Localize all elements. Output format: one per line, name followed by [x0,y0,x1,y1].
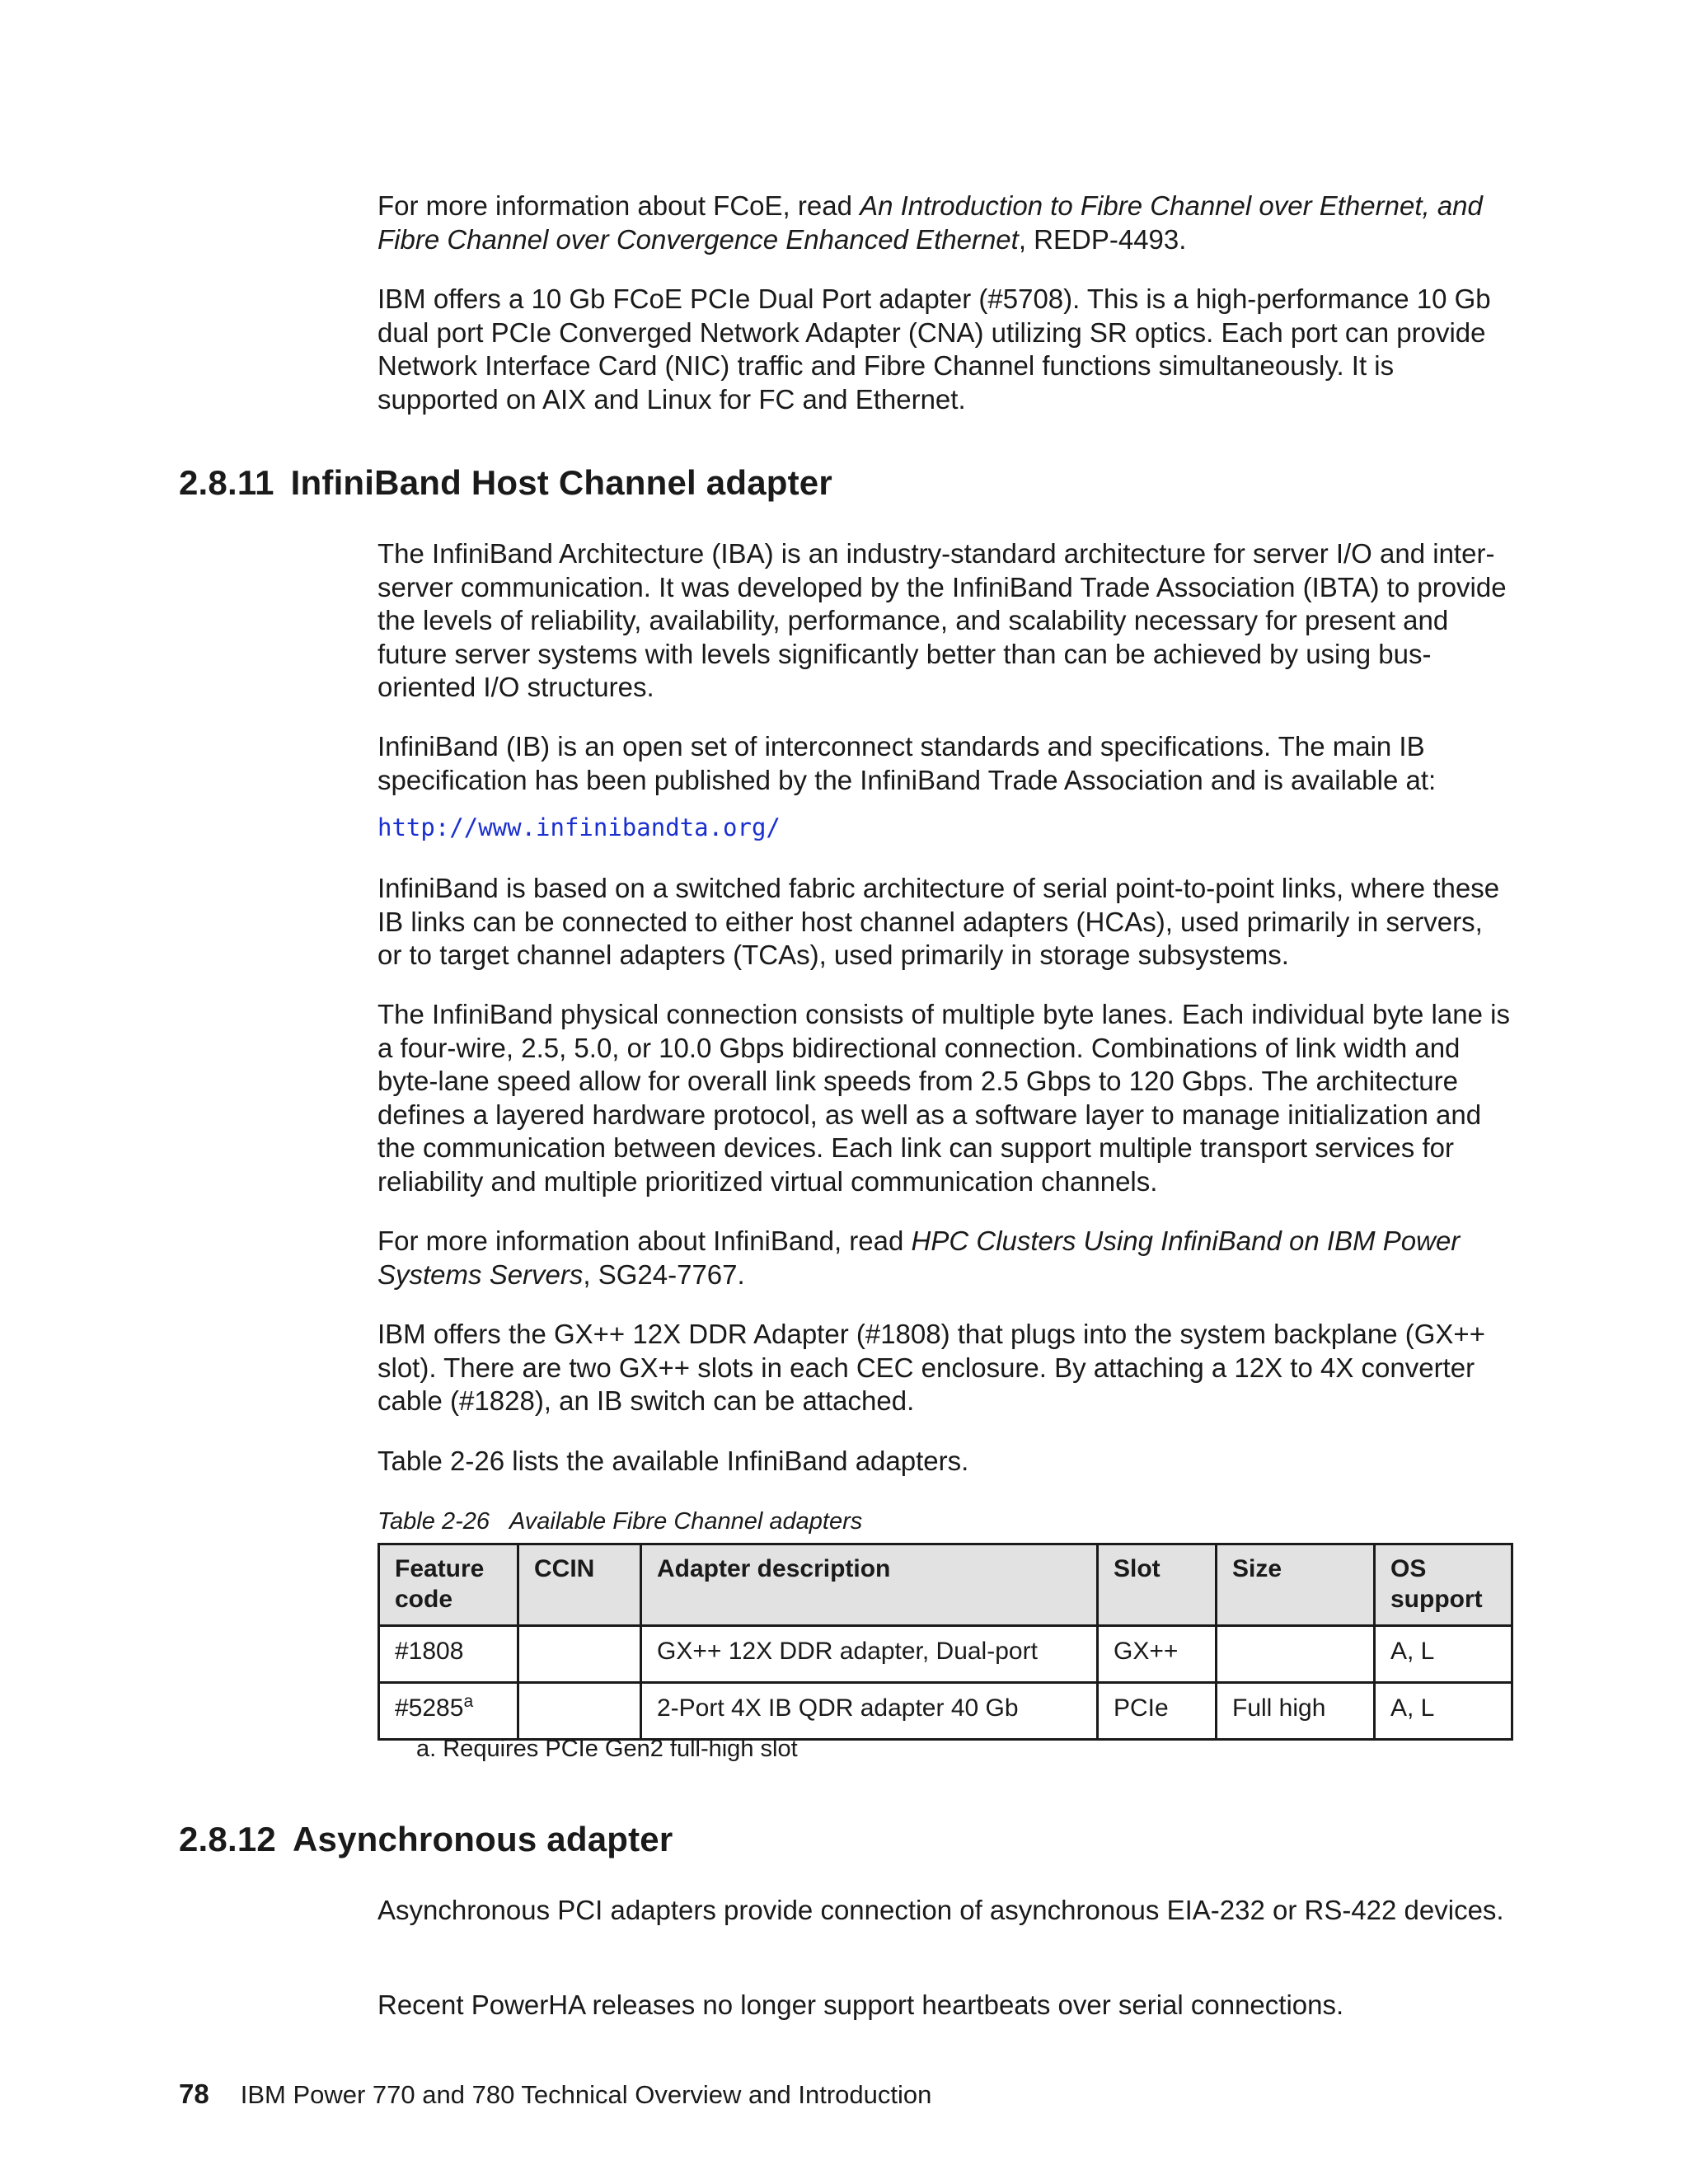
infiniband-reference-paragraph [377,1225,1511,1291]
cell-feature-code: #1808 [379,1626,518,1683]
fcoe-info-text: For more information about FCoE, read [377,190,860,221]
section-title: Asynchronous adapter [292,1820,673,1858]
footnote-marker: a [463,1692,474,1711]
infiniband-reference-id: , SG24-7767. [583,1258,745,1290]
section-number: 2.8.11 [179,463,274,502]
cell-ccin [518,1683,641,1740]
page-number: 78 [179,2079,209,2109]
table-intro-paragraph: Table 2-26 lists the available InfiniBand adapters. [377,1446,969,1476]
table-row [379,1626,1512,1683]
cell-os-support: A, L [1375,1683,1512,1740]
fcoe-adapter-paragraph: IBM offers a 10 Gb FCoE PCIe Dual Port adapter (#5708). This is a high-performance 10 Gb dual port PCIe Converged Network Adapter (CNA) utilizing SR optics. Each port can provide Network Interface Card (NIC) traffic and Fibre Channel functions simultaneously. It is supported on AIX and Linux for FC and Ethernet. [377,284,1491,415]
section-heading-asynchronous [179,1820,673,1859]
cell-slot: GX++ [1098,1626,1217,1683]
cell-feature-code: #5285$^a$ [379,1683,518,1740]
cell-description: GX++ 12X DDR adapter, Dual-port [641,1626,1098,1683]
header-size: Size [1217,1544,1375,1626]
header-feature-code: Feature code [379,1544,518,1626]
table-caption [377,1508,862,1535]
physical-connection-paragraph: The InfiniBand physical connection consists of multiple byte lanes. Each individual byte lane is a four-wire, 2.5, 5.0, or 10.0 Gbps bidirectional connection. Combinations of link width and byte-lane speed allow for overall link speeds from 2.5 Gbps to 120 Gbps. The architecture defines a layered hardware protocol, as well as a software layer to manage initialization and the communication between devices. Each link can support multiple transport services for reliability and multiple prioritized virtual communication channels. [377,999,1510,1197]
iba-paragraph: The InfiniBand Architecture (IBA) is an industry-standard architecture for server I/O and inter-server communication. It was developed by the InfiniBand Trade Association (IBTA) to provide the levels of reliability, availability, performance, and scalability necessary for present and future server systems with levels significantly better than can be achieved by using bus-oriented I/O structures. [377,538,1507,702]
header-os-support: OS support [1375,1544,1512,1626]
page-footer [179,2079,931,2110]
table-row [379,1683,1512,1740]
adapters-table [377,1543,1513,1741]
cell-size: Full high [1217,1683,1375,1740]
ib-spec-paragraph: InfiniBand (IB) is an open set of interconnect standards and specifications. The main IB specification has been published by the InfiniBand Trade Association and is available at: [377,731,1437,795]
table-header-row [379,1544,1512,1626]
cell-slot: PCIe [1098,1683,1217,1740]
cell-os-support: A, L [1375,1626,1512,1683]
infiniband-info-text: For more information about InfiniBand, read [377,1226,912,1256]
infiniband-reference-title: HPC Clusters Using InfiniBand on IBM Power Systems Servers [377,1226,1461,1290]
fcoe-info-paragraph [377,190,1511,256]
fcoe-reference-id: , REDP-4493. [1018,223,1187,255]
cell-ccin [518,1626,641,1683]
table-caption-title: Available Fibre Channel adapters [509,1508,863,1535]
infiniband-url-link[interactable]: http://www.infinibandta.org/ [377,813,781,841]
gx-adapter-paragraph: IBM offers the GX++ 12X DDR Adapter (#1808) that plugs into the system backplane (GX++ slot). There are two GX++ slots in each CEC enclosure. By attaching a 12X to 4X converter cable (#1828), an IB switch can be attached. [377,1319,1485,1416]
section-heading-infiniband [179,463,832,503]
cell-size [1217,1626,1375,1683]
cell-description: 2-Port 4X IB QDR adapter 40 Gb [641,1683,1098,1740]
switched-fabric-paragraph: InfiniBand is based on a switched fabric architecture of serial point-to-point links, where these IB links can be connected to either host channel adapters (HCAs), used primarily in servers, or to target channel adapters (TCAs), used primarily in storage subsystems. [377,873,1500,970]
async-adapter-paragraph: Asynchronous PCI adapters provide connection of asynchronous EIA-232 or RS-422 devices. [377,1895,1504,1925]
book-title: IBM Power 770 and 780 Technical Overview and Introduction [240,2080,932,2109]
header-adapter-description: Adapter description [641,1544,1098,1626]
section-title: InfiniBand Host Channel adapter [290,463,832,502]
header-slot: Slot [1098,1544,1217,1626]
header-ccin: CCIN [518,1544,641,1626]
table-caption-label: Table 2-26 [377,1508,490,1535]
section-number: 2.8.12 [179,1820,276,1858]
fcoe-reference-title: An Introduction to Fibre Channel over Ethernet, and Fibre Channel over Convergence Enhanced Ethernet [377,190,1483,255]
powerha-paragraph: Recent PowerHA releases no longer support heartbeats over serial connections. [377,1990,1344,2020]
table-footnote: a. Requires PCIe Gen2 full-high slot [416,1736,798,1762]
